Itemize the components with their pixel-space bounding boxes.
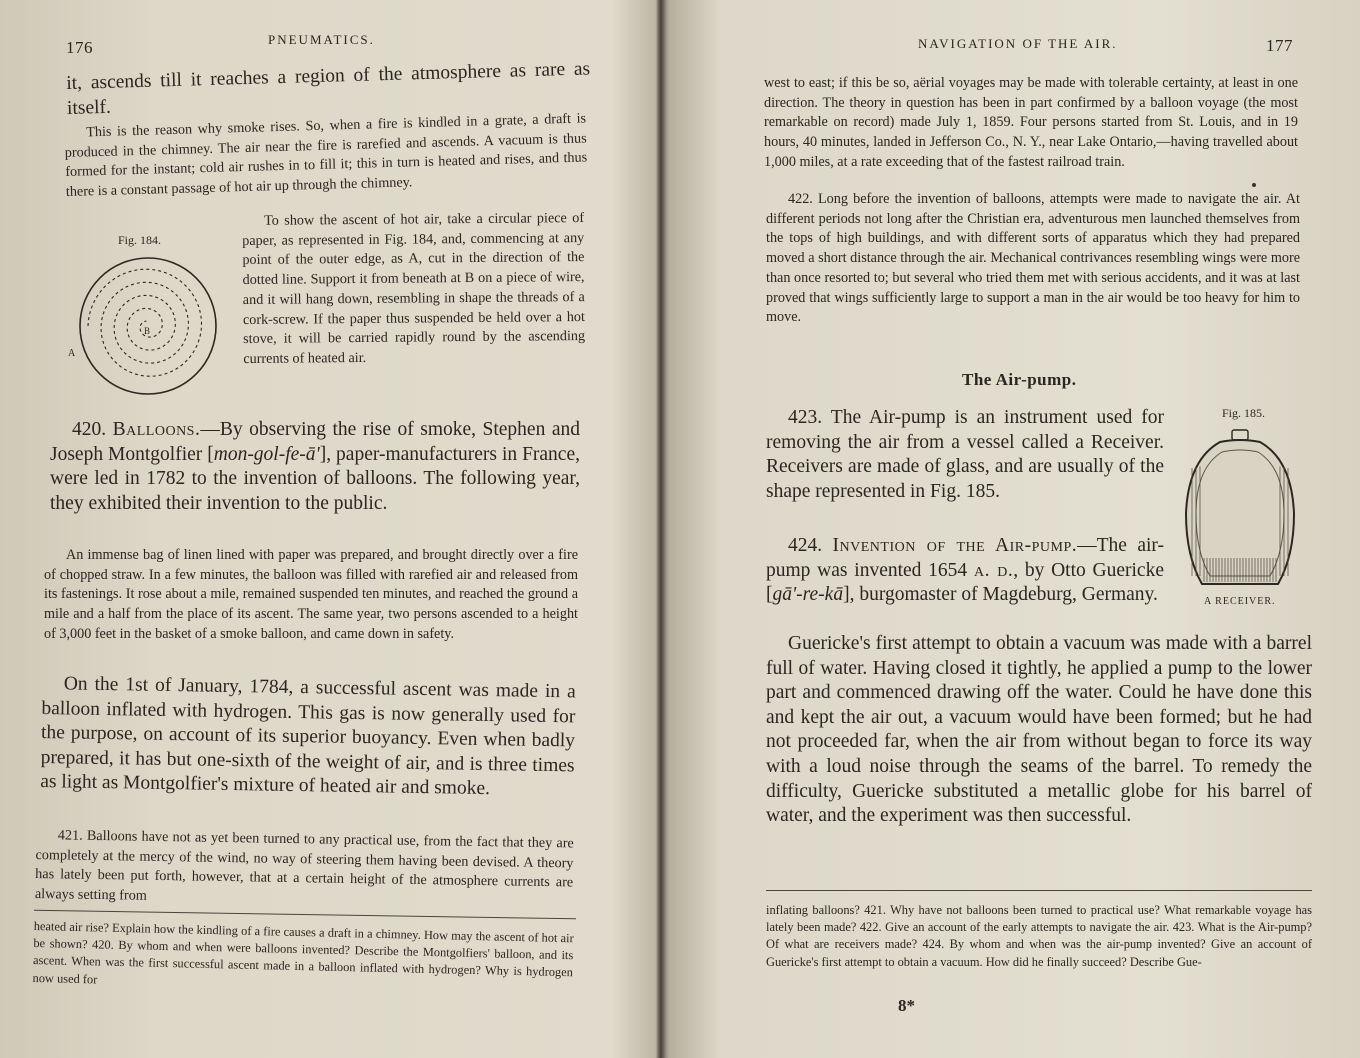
figure-label-b: B — [144, 326, 151, 336]
section-424-text-c: ], burgomaster of Magdeburg, Germany. — [843, 584, 1158, 606]
spiral-figure — [68, 250, 224, 400]
smoke-paragraph: This is the reason why smoke rises. So, when a fire is kindled in a grate, a draft is produced in the chimney. The air near the fire is rarefied and ascends. A vacuum is thus formed for the instant; cold air rushes in to fill it; this in turn is heated and rises, and thus there is a constant passage of hot air up through the chimney. — [64, 110, 588, 201]
right-page — [664, 0, 1360, 1058]
section-424-number: 424. — [788, 535, 823, 556]
section-424-ad: a. d. — [973, 559, 1014, 581]
signature-mark: 8* — [898, 996, 915, 1015]
section-420-pronunciation: mon-gol-fe-ā' — [213, 443, 320, 465]
section-424-pronunciation: gā'-re-kā — [772, 584, 844, 606]
running-head: NAVIGATION OF THE AIR. — [918, 36, 1118, 51]
section-424-heading: Invention of the Air-pump. — [832, 535, 1078, 556]
review-questions: inflating balloons? 421. Why have not balloons been turned to practical use? What remarkable voyage has lately been made? 422. Give an account of the early attempts to navigate the air. 423. What is the Air-pump? Of what are receivers made? 424. By whom and when was the air-pump invented? Give an account of Guericke's first attempt to obtain a vacuum. How did he finally succeed? Describe Gue- — [766, 903, 1312, 969]
intro-paragraph: it, ascends till it reaches a region of the atmosphere as rare as itself. — [66, 58, 591, 119]
section-420-heading: Balloons. — [112, 419, 201, 440]
review-questions: heated air rise? Explain how the kindling of a fire causes a draft in a chimney. How may the ascent of hot air be shown? 420. By whom and when were balloons invented? Describe the Montgolfiers' balloon, and its ascent. When was the first successful ascent made in a balloon inflated with hydrogen? Why is hydrogen now used for — [32, 918, 574, 987]
section-420 — [50, 418, 580, 516]
spiral-paragraph: To show the ascent of hot air, take a circular piece of paper, as represented in Fig. 184, and, commencing at any point of the outer edge, as A, cut in the direction of the dotted line. Support it from beneath at B on a piece of wire, and it will hang down, resembling in shape the threads of a cork-screw. If the paper thus suspended be held over a hot stove, it will be carried rapidly round by the ascending currents of heated air. — [242, 210, 586, 367]
receiver-figure — [1180, 426, 1300, 596]
left-page — [0, 0, 660, 1058]
paragraph-422: 422. Long before the invention of balloons, attempts were made to navigate the air. At different periods not long after the Christian era, adventurous men launched themselves from the tops of high buildings, and with different sorts of apparatus which they had prepared moved a short distance through the air. Mechanical contrivances resembling wings were more than once resorted to; but several who tried them met with serious accidents, and it was at last proved that wings sufficiently large to support a man in the air would be too heavy for him to move. — [766, 191, 1300, 326]
section-424-text-a: —The air-pump was invented 1654 — [766, 535, 1164, 581]
figure-label-a: A — [68, 348, 76, 359]
section-424 — [766, 534, 1164, 608]
figure-185-caption: Fig. 185. — [1222, 406, 1266, 420]
print-mark — [1252, 183, 1256, 187]
section-420-text-a: —By observing the rise of smoke, Stephen and Joseph Montgolfier [ — [50, 419, 580, 465]
footnote-rule — [766, 890, 1312, 891]
figure-185-label: A RECEIVER. — [1204, 596, 1276, 607]
paragraph-421: 421. Balloons have not as yet been turned to any practical use, from the fact that they are completely at the mercy of the wind, no way of steering them having been devised. A theory has lately been put forth, however, that at a certain height of the atmosphere currents are always setting from — [34, 827, 574, 904]
section-424-text-b: , by Otto Guericke [ — [766, 559, 1164, 606]
section-420-number: 420. — [72, 419, 107, 440]
paragraph-423: 423. The Air-pump is an instrument used for removing the air from a vessel called a Receiver. Receivers are made of glass, and are usually of the shape represented in Fig. 185. — [766, 407, 1164, 502]
section-heading: The Air-pump. — [962, 370, 1077, 389]
page-number: 177 — [1266, 36, 1293, 55]
continuation-paragraph: west to east; if this be so, aërial voyages may be made with tolerable certainty, at least in one direction. The theory in question has been in part confirmed by a balloon voyage (the most remarkable on record) made July 1, 1859. Four persons started from St. Louis, and in 19 hours, 40 minutes, landed in Jefferson Co., N. Y., near Lake Ontario,—having travelled about 1,000 miles, at a rate exceeding that of the fastest railroad train. — [764, 75, 1298, 170]
running-head: PNEUMATICS. — [268, 32, 375, 47]
section-420-text-b: ], paper-manufacturers in France, were led in 1782 to the invention of balloons. The following year, they exhibited their invention to the public. — [50, 443, 580, 514]
hydrogen-paragraph: On the 1st of January, 1784, a successful ascent was made in a balloon inflated with hydrogen. This gas is now generally used for the purpose, on account of its superior buoyancy. Even when badly prepared, it has but one-sixth of the weight of air, and is three times as light as Montgolfier's mixture of heated air and smoke. — [40, 673, 576, 800]
balloon-bag-paragraph: An immense bag of linen lined with paper was prepared, and brought directly over a fire of chopped straw. In a few minutes, the balloon was filled with rarefied air and released from its fastenings. It rose about a mile, remained suspended ten minutes, and reached the ground a mile and a half from the place of its ascent. The same year, two persons ascended to a height of 3,000 feet in the basket of a smoke balloon, and came down in safety. — [44, 547, 578, 642]
figure-184-caption: Fig. 184. — [118, 233, 162, 247]
guericke-paragraph: Guericke's first attempt to obtain a vacuum was made with a barrel full of water. Having closed it tightly, he applied a pump to the lower part and commenced drawing off the water. Could he have done this and kept the air out, a vacuum would have been formed; but he had not proceeded far, when the air from without began to force its way with a loud noise through the seams of the barrel. To remedy the difficulty, Guericke substituted a metallic globe for his barrel of water, and the experiment was then successful. — [766, 633, 1312, 827]
page-number: 176 — [66, 38, 93, 57]
